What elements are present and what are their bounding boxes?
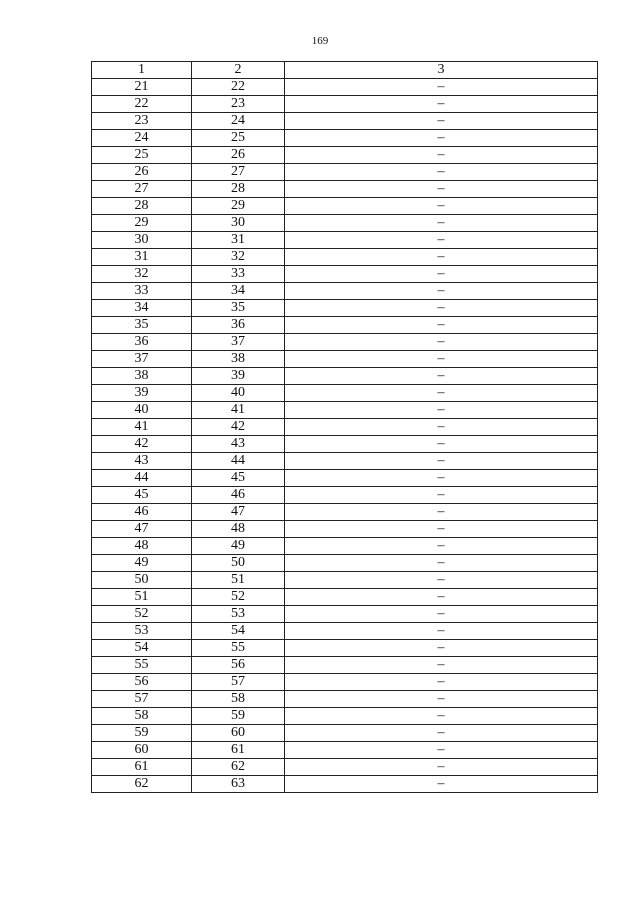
table-cell-col-3: – xyxy=(285,674,598,691)
data-table xyxy=(91,61,598,793)
table-row xyxy=(92,113,598,130)
table-cell-col-2: 59 xyxy=(192,708,285,725)
table-row xyxy=(92,130,598,147)
table-cell-col-3: – xyxy=(285,708,598,725)
table-cell-col-2: 24 xyxy=(192,113,285,130)
table-cell-col-1: 26 xyxy=(92,164,192,181)
table-cell-col-1: 42 xyxy=(92,436,192,453)
table-cell-col-1: 21 xyxy=(92,79,192,96)
table-cell-col-2: 52 xyxy=(192,589,285,606)
table-row xyxy=(92,419,598,436)
table-cell-col-1: 30 xyxy=(92,232,192,249)
table-cell-col-3: – xyxy=(285,198,598,215)
table-row xyxy=(92,606,598,623)
table-cell-col-2: 53 xyxy=(192,606,285,623)
table-cell-col-3: – xyxy=(285,487,598,504)
table-cell-col-2: 27 xyxy=(192,164,285,181)
table-cell-col-3: – xyxy=(285,113,598,130)
table-row xyxy=(92,96,598,113)
table-cell-col-1: 41 xyxy=(92,419,192,436)
table-cell-col-2: 49 xyxy=(192,538,285,555)
table-cell-col-3: – xyxy=(285,538,598,555)
table-cell-col-1: 54 xyxy=(92,640,192,657)
table-cell-col-1: 53 xyxy=(92,623,192,640)
table-cell-col-1: 38 xyxy=(92,368,192,385)
table-row xyxy=(92,317,598,334)
table-row xyxy=(92,589,598,606)
table-row xyxy=(92,164,598,181)
table-cell-col-1: 24 xyxy=(92,130,192,147)
table-cell-col-3: – xyxy=(285,742,598,759)
table-cell-col-3: – xyxy=(285,453,598,470)
header-row xyxy=(92,62,598,79)
table-cell-col-2: 42 xyxy=(192,419,285,436)
table-cell-col-1: 39 xyxy=(92,385,192,402)
table-cell-col-3: – xyxy=(285,691,598,708)
table-cell-col-1: 34 xyxy=(92,300,192,317)
table-cell-col-2: 58 xyxy=(192,691,285,708)
table-row xyxy=(92,215,598,232)
table-row xyxy=(92,198,598,215)
table-row xyxy=(92,436,598,453)
table-cell-col-1: 25 xyxy=(92,147,192,164)
table-cell-col-1: 29 xyxy=(92,215,192,232)
table-cell-col-3: – xyxy=(285,300,598,317)
table-cell-col-2: 61 xyxy=(192,742,285,759)
table-cell-col-2: 34 xyxy=(192,283,285,300)
table-row xyxy=(92,368,598,385)
table-cell-col-1: 35 xyxy=(92,317,192,334)
table-row xyxy=(92,147,598,164)
table-row xyxy=(92,266,598,283)
table-cell-col-1: 59 xyxy=(92,725,192,742)
table-cell-col-3: – xyxy=(285,623,598,640)
table-row xyxy=(92,640,598,657)
table-cell-col-1: 46 xyxy=(92,504,192,521)
table-cell-col-2: 60 xyxy=(192,725,285,742)
table-cell-col-3: – xyxy=(285,283,598,300)
table-cell-col-3: – xyxy=(285,657,598,674)
table-cell-col-1: 60 xyxy=(92,742,192,759)
table-cell-col-1: 31 xyxy=(92,249,192,266)
page-number: 169 xyxy=(311,35,329,47)
table-cell-col-3: – xyxy=(285,504,598,521)
table-cell-col-2: 29 xyxy=(192,198,285,215)
table-cell-col-3: – xyxy=(285,147,598,164)
table-cell-col-2: 47 xyxy=(192,504,285,521)
table-body xyxy=(92,79,598,793)
table-cell-col-3: – xyxy=(285,419,598,436)
table-cell-col-3: – xyxy=(285,232,598,249)
table-cell-col-3: – xyxy=(285,521,598,538)
table-cell-col-3: – xyxy=(285,368,598,385)
table-header xyxy=(92,62,598,79)
table-row xyxy=(92,538,598,555)
table-cell-col-1: 57 xyxy=(92,691,192,708)
table-row xyxy=(92,657,598,674)
table-cell-col-2: 33 xyxy=(192,266,285,283)
table-cell-col-2: 35 xyxy=(192,300,285,317)
table-cell-col-1: 47 xyxy=(92,521,192,538)
table-cell-col-2: 46 xyxy=(192,487,285,504)
table-cell-col-2: 44 xyxy=(192,453,285,470)
table-cell-col-1: 43 xyxy=(92,453,192,470)
table-cell-col-1: 23 xyxy=(92,113,192,130)
table-cell-col-1: 44 xyxy=(92,470,192,487)
table-row xyxy=(92,674,598,691)
table-cell-col-2: 40 xyxy=(192,385,285,402)
column-header-3: 3 xyxy=(285,62,598,79)
table-cell-col-1: 52 xyxy=(92,606,192,623)
table-cell-col-1: 45 xyxy=(92,487,192,504)
table-cell-col-3: – xyxy=(285,130,598,147)
table-row xyxy=(92,504,598,521)
table-cell-col-1: 22 xyxy=(92,96,192,113)
table-cell-col-3: – xyxy=(285,334,598,351)
table-cell-col-1: 48 xyxy=(92,538,192,555)
table-cell-col-2: 32 xyxy=(192,249,285,266)
table-cell-col-2: 51 xyxy=(192,572,285,589)
table-cell-col-2: 22 xyxy=(192,79,285,96)
table-cell-col-1: 36 xyxy=(92,334,192,351)
table-row xyxy=(92,572,598,589)
table-row xyxy=(92,623,598,640)
table-cell-col-1: 33 xyxy=(92,283,192,300)
table-cell-col-1: 32 xyxy=(92,266,192,283)
table-cell-col-2: 30 xyxy=(192,215,285,232)
table-cell-col-2: 57 xyxy=(192,674,285,691)
table-cell-col-2: 48 xyxy=(192,521,285,538)
table-cell-col-2: 26 xyxy=(192,147,285,164)
table-row xyxy=(92,249,598,266)
table-cell-col-3: – xyxy=(285,351,598,368)
table-cell-col-1: 40 xyxy=(92,402,192,419)
table-cell-col-3: – xyxy=(285,759,598,776)
table-row xyxy=(92,725,598,742)
table-cell-col-2: 39 xyxy=(192,368,285,385)
table-row xyxy=(92,283,598,300)
table-row xyxy=(92,742,598,759)
table-row xyxy=(92,776,598,793)
table-cell-col-3: – xyxy=(285,249,598,266)
table-cell-col-3: – xyxy=(285,385,598,402)
table-row xyxy=(92,334,598,351)
table-row xyxy=(92,300,598,317)
table-cell-col-2: 28 xyxy=(192,181,285,198)
table-cell-col-2: 37 xyxy=(192,334,285,351)
table-cell-col-3: – xyxy=(285,402,598,419)
table-cell-col-3: – xyxy=(285,589,598,606)
table-cell-col-2: 56 xyxy=(192,657,285,674)
table-cell-col-3: – xyxy=(285,79,598,96)
table-cell-col-3: – xyxy=(285,725,598,742)
table-row xyxy=(92,385,598,402)
table-cell-col-3: – xyxy=(285,776,598,793)
table-cell-col-2: 25 xyxy=(192,130,285,147)
table-row xyxy=(92,470,598,487)
table-cell-col-2: 38 xyxy=(192,351,285,368)
table-cell-col-3: – xyxy=(285,606,598,623)
table-cell-col-1: 50 xyxy=(92,572,192,589)
table-cell-col-2: 36 xyxy=(192,317,285,334)
table-cell-col-1: 27 xyxy=(92,181,192,198)
table-cell-col-2: 43 xyxy=(192,436,285,453)
table-cell-col-3: – xyxy=(285,640,598,657)
table-row xyxy=(92,691,598,708)
table-cell-col-1: 61 xyxy=(92,759,192,776)
column-header-1: 1 xyxy=(92,62,192,79)
table-cell-col-2: 63 xyxy=(192,776,285,793)
table-cell-col-2: 50 xyxy=(192,555,285,572)
table-row xyxy=(92,759,598,776)
table-cell-col-3: – xyxy=(285,215,598,232)
table-cell-col-1: 49 xyxy=(92,555,192,572)
table-row xyxy=(92,708,598,725)
table-cell-col-1: 37 xyxy=(92,351,192,368)
table-cell-col-2: 23 xyxy=(192,96,285,113)
table-cell-col-2: 54 xyxy=(192,623,285,640)
table-row xyxy=(92,79,598,96)
table-cell-col-1: 56 xyxy=(92,674,192,691)
table-cell-col-3: – xyxy=(285,96,598,113)
table-cell-col-3: – xyxy=(285,181,598,198)
table-cell-col-2: 31 xyxy=(192,232,285,249)
table-cell-col-3: – xyxy=(285,555,598,572)
table-cell-col-2: 62 xyxy=(192,759,285,776)
table-row xyxy=(92,351,598,368)
table-cell-col-2: 55 xyxy=(192,640,285,657)
table-row xyxy=(92,487,598,504)
table-row xyxy=(92,555,598,572)
table-cell-col-3: – xyxy=(285,266,598,283)
table-cell-col-3: – xyxy=(285,470,598,487)
table-cell-col-2: 45 xyxy=(192,470,285,487)
table-cell-col-3: – xyxy=(285,572,598,589)
table-row xyxy=(92,402,598,419)
table-cell-col-1: 55 xyxy=(92,657,192,674)
table-cell-col-1: 51 xyxy=(92,589,192,606)
table-row xyxy=(92,453,598,470)
table-cell-col-3: – xyxy=(285,164,598,181)
table-cell-col-1: 58 xyxy=(92,708,192,725)
table-cell-col-3: – xyxy=(285,317,598,334)
table-cell-col-3: – xyxy=(285,436,598,453)
column-header-2: 2 xyxy=(192,62,285,79)
table-cell-col-2: 41 xyxy=(192,402,285,419)
table-cell-col-1: 62 xyxy=(92,776,192,793)
table-cell-col-1: 28 xyxy=(92,198,192,215)
table-row xyxy=(92,181,598,198)
table-row xyxy=(92,521,598,538)
table-row xyxy=(92,232,598,249)
